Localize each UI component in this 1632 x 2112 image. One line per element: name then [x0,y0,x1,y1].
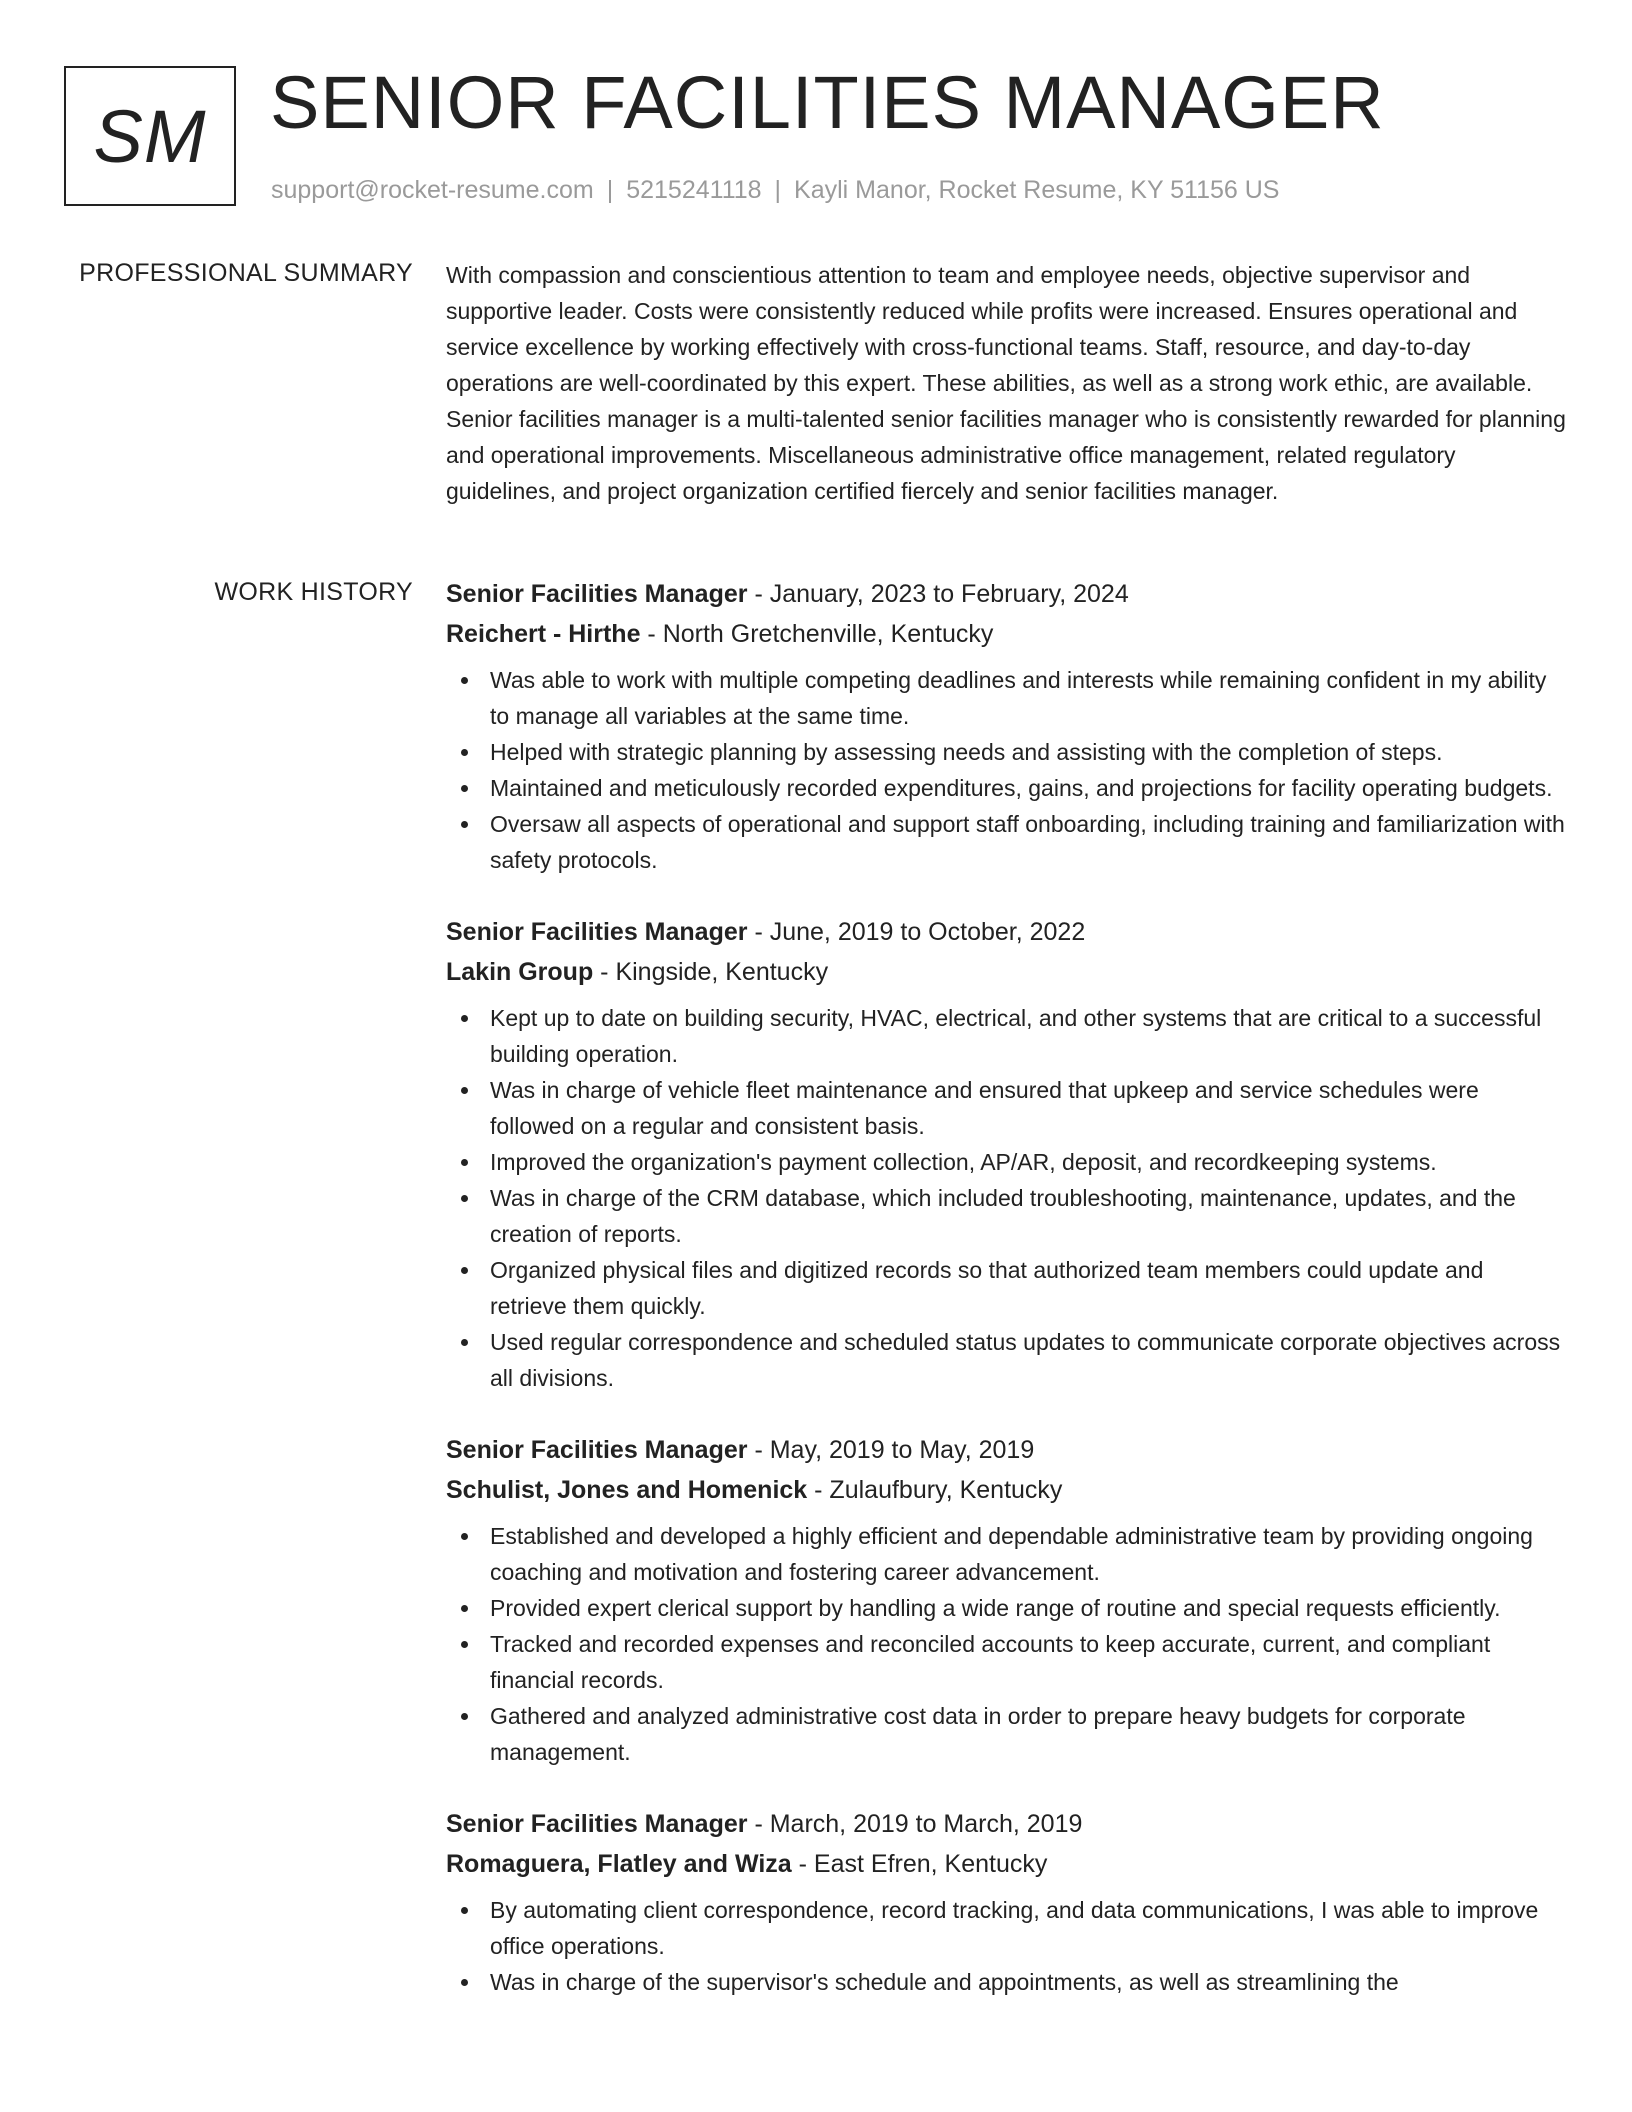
job-bullet-text: Provided expert clerical support by handling a wide range of routine and special requests efficiently. [490,1595,1501,1621]
work-history-body [446,574,1566,2034]
job-entry [446,1430,1566,1770]
job-location: - Zulaufbury, Kentucky [807,1476,1063,1504]
job-dates: - March, 2019 to March, 2019 [747,1810,1083,1838]
job-bullet-text: Maintained and meticulously recorded expenditures, gains, and projections for facility operating budgets. [490,775,1553,801]
contact-phone[interactable]: 5215241118 [626,176,762,204]
job-title-line [446,1430,1566,1470]
job-location: - East Efren, Kentucky [791,1850,1048,1878]
job-bullet-text: Used regular correspondence and scheduled status updates to communicate corporate objectives across all divisions. [490,1329,1561,1391]
job-title: Senior Facilities Manager [446,1810,748,1838]
bullet-dot-icon [461,677,468,684]
job-company: Schulist, Jones and Homenick [446,1476,808,1504]
job-entry [446,912,1566,1396]
job-bullet [446,1072,1566,1144]
job-bullet-list [446,662,1566,878]
job-bullet-text: Organized physical files and digitized records so that authorized team members could update and retrieve them quickly. [490,1257,1484,1319]
job-bullet-list [446,1518,1566,1770]
job-bullet-text: Established and developed a highly efficient and dependable administrative team by providing ongoing coaching and motivation and fostering career advancement. [490,1523,1533,1585]
contact-separator: | [606,176,614,204]
job-bullet [446,662,1566,734]
bullet-dot-icon [461,821,468,828]
monogram-text: SM [93,94,207,178]
job-bullet [446,806,1566,878]
job-bullet [446,1324,1566,1396]
job-bullet-text: Was in charge of the CRM database, which included troubleshooting, maintenance, updates, and the creation of reports. [490,1185,1516,1247]
job-bullet-text: Was able to work with multiple competing deadlines and interests while remaining confident in my ability to manage all variables at the same time. [490,667,1547,729]
job-title-line [446,912,1566,952]
job-bullet-text: Oversaw all aspects of operational and support staff onboarding, including training and familiarization with safety protocols. [490,811,1565,873]
job-bullet-text: Improved the organization's payment collection, AP/AR, deposit, and recordkeeping systems. [490,1149,1437,1175]
job-bullet-list [446,1000,1566,1396]
job-title: Senior Facilities Manager [446,1436,748,1464]
job-bullet-text: Was in charge of vehicle fleet maintenance and ensured that upkeep and service schedules were followed on a regular and consistent basis. [490,1077,1479,1139]
job-bullet-list [446,1892,1566,2000]
contact-line [271,174,1279,206]
summary-body [446,257,1566,509]
job-bullet-text: Tracked and recorded expenses and reconciled accounts to keep accurate, current, and compliant financial records. [490,1631,1491,1693]
bullet-dot-icon [461,1087,468,1094]
monogram-logo [64,66,236,206]
contact-separator: | [774,176,782,204]
bullet-dot-icon [461,1641,468,1648]
bullet-dot-icon [461,1713,468,1720]
bullet-dot-icon [461,1907,468,1914]
job-company-line [446,1470,1566,1510]
bullet-dot-icon [461,1339,468,1346]
job-location: - Kingside, Kentucky [593,958,829,986]
job-bullet [446,1180,1566,1252]
job-bullet-text: Gathered and analyzed administrative cost data in order to prepare heavy budgets for corporate management. [490,1703,1466,1765]
bullet-dot-icon [461,1533,468,1540]
bullet-dot-icon [461,1015,468,1022]
bullet-dot-icon [461,1979,468,1986]
contact-address: Kayli Manor, Rocket Resume, KY 51156 US [794,176,1280,204]
job-bullet [446,1964,1566,2000]
job-title: Senior Facilities Manager [446,580,748,608]
job-bullet-text: By automating client correspondence, record tracking, and data communications, I was able to improve office operations. [490,1897,1539,1959]
resume-title: SENIOR FACILITIES MANAGER [270,61,1385,144]
job-dates: - January, 2023 to February, 2024 [747,580,1129,608]
job-bullet [446,1144,1566,1180]
job-company: Lakin Group [446,958,594,986]
job-dates: - May, 2019 to May, 2019 [747,1436,1035,1464]
job-company: Romaguera, Flatley and Wiza [446,1850,792,1878]
bullet-dot-icon [461,1267,468,1274]
job-entry [446,1804,1566,2000]
job-company-line [446,1844,1566,1884]
job-bullet [446,1590,1566,1626]
job-location: - North Gretchenville, Kentucky [640,620,994,648]
section-heading-summary: PROFESSIONAL SUMMARY [79,259,413,287]
bullet-dot-icon [461,1159,468,1166]
job-bullet [446,1892,1566,1964]
job-bullet [446,734,1566,770]
summary-text: With compassion and conscientious attention to team and employee needs, objective supervisor and supportive leader. Costs were consistently reduced while profits were increased. Ensures operational and service excellence by working effectively with cross-functional teams. Staff, resource, and day-to-day operations are well-coordinated by this expert. These abilities, as well as a strong work ethic, are available. Senior facilities manager is a multi-talented senior facilities manager who is consistently rewarded for planning and operational improvements. Miscellaneous administrative office management, related regulatory guidelines, and project organization certified fiercely and senior facilities manager. [446,262,1566,504]
job-bullet [446,1252,1566,1324]
job-bullet-text: Helped with strategic planning by assessing needs and assisting with the completion of steps. [490,739,1443,765]
job-bullet [446,1626,1566,1698]
job-bullet-text: Was in charge of the supervisor's schedule and appointments, as well as streamlining the [490,1969,1399,1995]
job-bullet [446,770,1566,806]
job-company-line [446,952,1566,992]
contact-email[interactable]: support@rocket-resume.com [271,176,594,204]
job-bullet [446,1000,1566,1072]
job-bullet [446,1518,1566,1590]
bullet-dot-icon [461,785,468,792]
job-title: Senior Facilities Manager [446,918,748,946]
job-company: Reichert - Hirthe [446,620,641,648]
bullet-dot-icon [461,1195,468,1202]
job-company-line [446,614,1566,654]
bullet-dot-icon [461,749,468,756]
job-title-line [446,574,1566,614]
job-dates: - June, 2019 to October, 2022 [747,918,1086,946]
job-title-line [446,1804,1566,1844]
section-heading-work-history: WORK HISTORY [214,578,413,606]
job-bullet [446,1698,1566,1770]
bullet-dot-icon [461,1605,468,1612]
job-entry [446,574,1566,878]
job-bullet-text: Kept up to date on building security, HVAC, electrical, and other systems that are critical to a successful building operation. [490,1005,1542,1067]
